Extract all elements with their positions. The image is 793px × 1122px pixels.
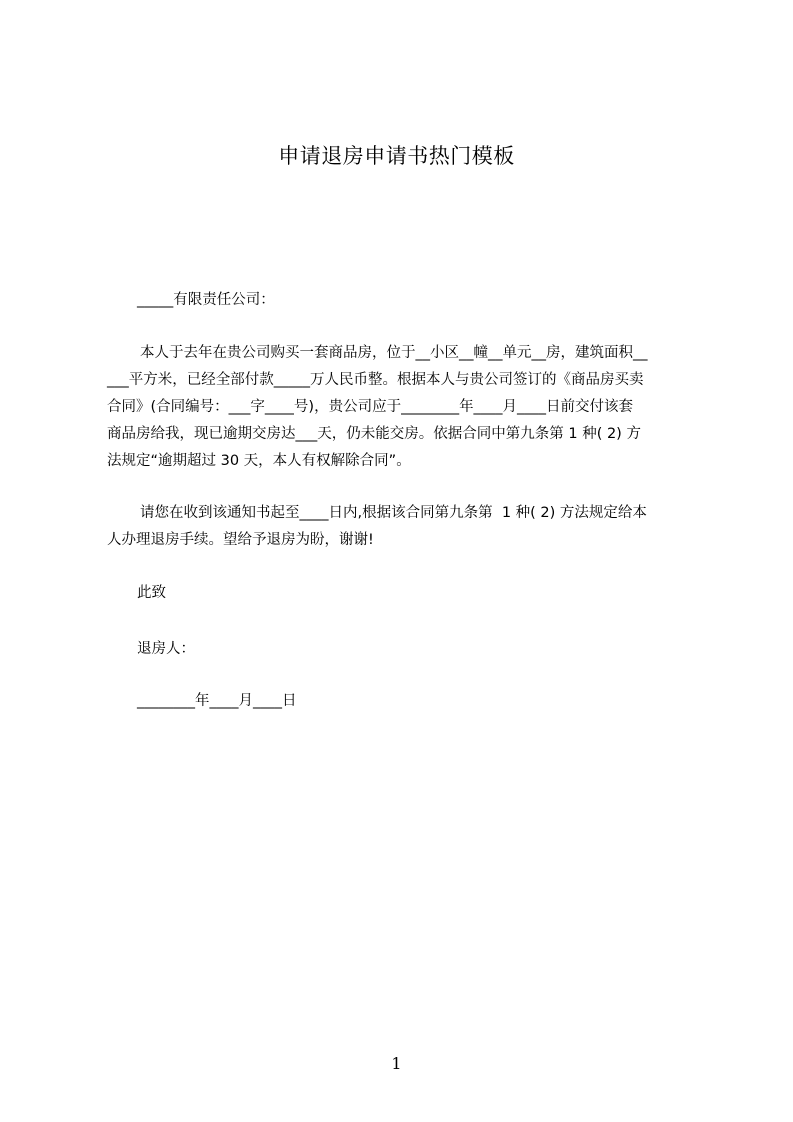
document-title: 申请退房申请书热门模板 bbox=[278, 144, 515, 168]
date-line: ________年____月____日 bbox=[137, 693, 297, 709]
paragraph-1-line-3: 合同》(合同编号：___字____号)，贵公司应于________年____月____日前交付该套 bbox=[107, 399, 634, 415]
closing: 此致 bbox=[137, 585, 166, 601]
paragraph-1-line-5: 法规定“逾期超过 30 天，本人有权解除合同”。 bbox=[107, 453, 411, 469]
paragraph-1-line-2: ___平方米，已经全部付款_____万人民币整。根据本人与贵公司签订的《商品房买卖 bbox=[107, 372, 644, 388]
salutation: _____有限责任公司： bbox=[137, 292, 275, 308]
page-number: 1 bbox=[391, 1054, 402, 1073]
signer-label: 退房人： bbox=[137, 641, 195, 657]
paragraph-1-line-1: 本人于去年在贵公司购买一套商品房，位于__小区__幢__单元__房，建筑面积__ bbox=[140, 345, 648, 361]
paragraph-1-line-4: 商品房给我，现已逾期交房达___天，仍未能交房。依据合同中第九条第 1 种( 2) 方 bbox=[107, 426, 641, 442]
paragraph-2-line-1: 请您在收到该通知书起至____日内,根据该合同第九条第 1 种( 2) 方法规定给本 bbox=[140, 505, 647, 521]
paragraph-2-line-2: 人办理退房手续。望给予退房为盼，谢谢! bbox=[107, 532, 374, 548]
